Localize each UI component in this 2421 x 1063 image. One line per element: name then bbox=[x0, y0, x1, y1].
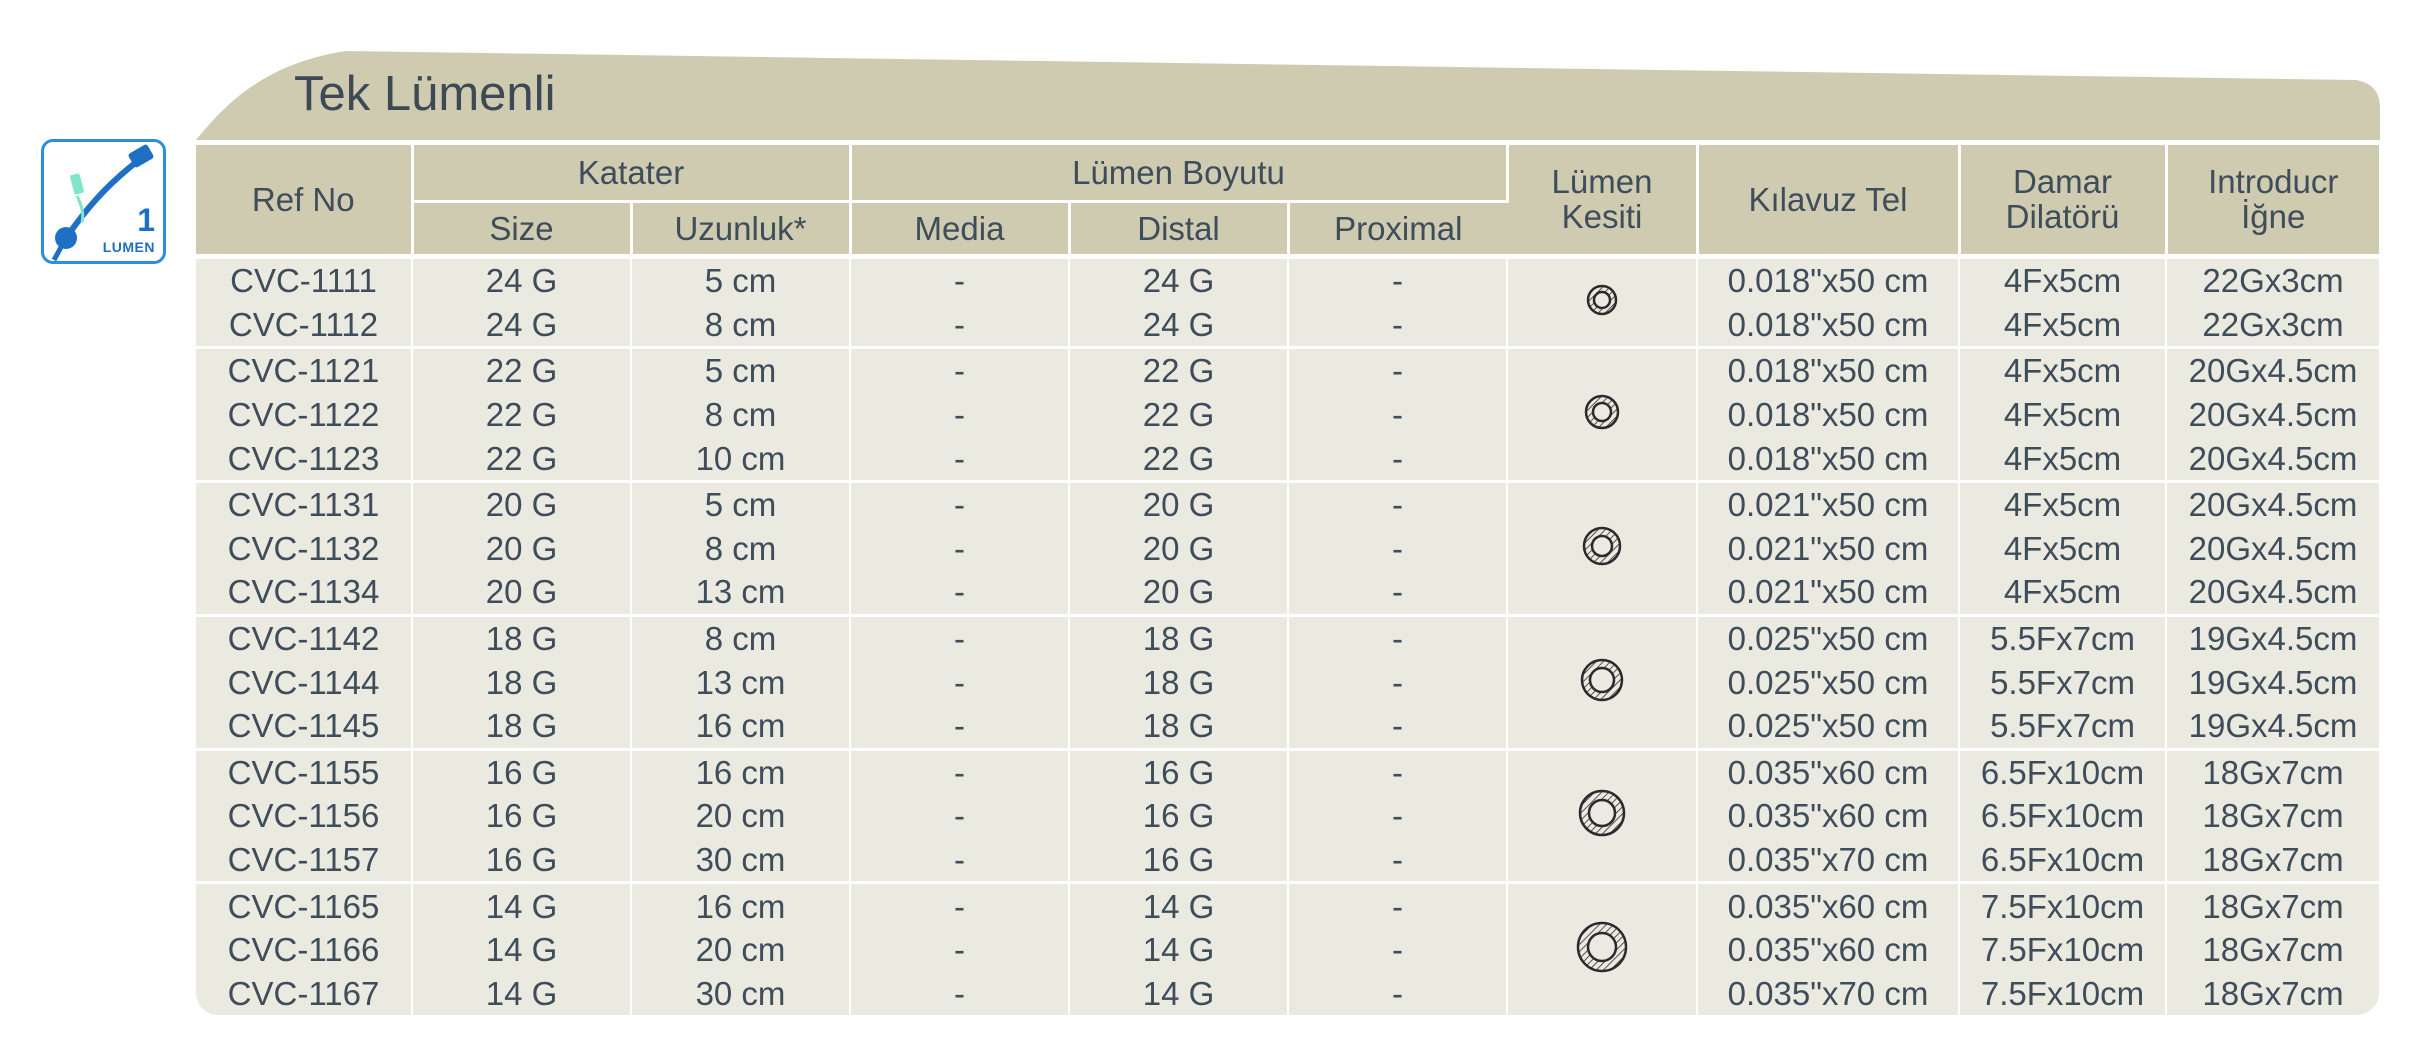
table-row bbox=[196, 348, 2379, 393]
cell-size: 20 G bbox=[412, 481, 631, 526]
cell-uzunluk: 16 cm bbox=[631, 883, 850, 928]
cell-uzunluk: 8 cm bbox=[631, 393, 850, 437]
lumen-cross-section-14g-icon bbox=[1507, 883, 1697, 1015]
cell-kilavuz-tel: 0.018"x50 cm bbox=[1697, 436, 1959, 481]
cell-uzunluk: 8 cm bbox=[631, 527, 850, 571]
cell-introducer-igne: 19Gx4.5cm bbox=[2166, 660, 2379, 704]
cell-kilavuz-tel: 0.025"x50 cm bbox=[1697, 660, 1959, 704]
cell-distal: 24 G bbox=[1069, 303, 1288, 348]
cell-media: - bbox=[850, 660, 1069, 704]
cell-distal: 20 G bbox=[1069, 570, 1288, 615]
table-row bbox=[196, 794, 2379, 838]
cell-proximal: - bbox=[1288, 257, 1507, 303]
table-row bbox=[196, 704, 2379, 749]
cell-size: 20 G bbox=[412, 570, 631, 615]
cell-proximal: - bbox=[1288, 348, 1507, 393]
cell-uzunluk: 13 cm bbox=[631, 660, 850, 704]
cell-ref-no: CVC-1165 bbox=[196, 883, 412, 928]
lumen-cross-section-20g-icon bbox=[1507, 481, 1697, 615]
cell-size: 16 G bbox=[412, 749, 631, 794]
cell-uzunluk: 8 cm bbox=[631, 303, 850, 348]
cell-damar-dilatoru: 6.5Fx10cm bbox=[1959, 794, 2166, 838]
cell-distal: 14 G bbox=[1069, 883, 1288, 928]
table-row bbox=[196, 928, 2379, 972]
cell-media: - bbox=[850, 704, 1069, 749]
table-row bbox=[196, 570, 2379, 615]
cell-damar-dilatoru: 4Fx5cm bbox=[1959, 436, 2166, 481]
cell-distal: 22 G bbox=[1069, 393, 1288, 437]
cell-damar-dilatoru: 6.5Fx10cm bbox=[1959, 749, 2166, 794]
cell-proximal: - bbox=[1288, 928, 1507, 972]
cell-introducer-igne: 19Gx4.5cm bbox=[2166, 704, 2379, 749]
cell-introducer-igne: 18Gx7cm bbox=[2166, 972, 2379, 1016]
cell-media: - bbox=[850, 348, 1069, 393]
cell-damar-dilatoru: 5.5Fx7cm bbox=[1959, 704, 2166, 749]
cell-proximal: - bbox=[1288, 303, 1507, 348]
table-row bbox=[196, 303, 2379, 348]
cell-size: 16 G bbox=[412, 838, 631, 883]
cell-introducer-igne: 22Gx3cm bbox=[2166, 303, 2379, 348]
cell-distal: 22 G bbox=[1069, 348, 1288, 393]
cell-kilavuz-tel: 0.025"x50 cm bbox=[1697, 615, 1959, 660]
cell-introducer-igne: 20Gx4.5cm bbox=[2166, 436, 2379, 481]
cell-media: - bbox=[850, 794, 1069, 838]
cell-kilavuz-tel: 0.025"x50 cm bbox=[1697, 704, 1959, 749]
cell-introducer-igne: 20Gx4.5cm bbox=[2166, 570, 2379, 615]
cell-uzunluk: 8 cm bbox=[631, 615, 850, 660]
cell-proximal: - bbox=[1288, 883, 1507, 928]
cell-proximal: - bbox=[1288, 615, 1507, 660]
cell-distal: 14 G bbox=[1069, 972, 1288, 1016]
cell-ref-no: CVC-1144 bbox=[196, 660, 412, 704]
cell-ref-no: CVC-1167 bbox=[196, 972, 412, 1016]
header-size: Size bbox=[412, 202, 631, 257]
cell-media: - bbox=[850, 615, 1069, 660]
cell-size: 20 G bbox=[412, 527, 631, 571]
cell-size: 16 G bbox=[412, 794, 631, 838]
cell-distal: 14 G bbox=[1069, 928, 1288, 972]
page-title: Tek Lümenli bbox=[294, 67, 556, 121]
cell-kilavuz-tel: 0.035"x60 cm bbox=[1697, 883, 1959, 928]
cell-distal: 20 G bbox=[1069, 527, 1288, 571]
cell-uzunluk: 5 cm bbox=[631, 481, 850, 526]
cell-size: 22 G bbox=[412, 348, 631, 393]
cell-damar-dilatoru: 7.5Fx10cm bbox=[1959, 972, 2166, 1016]
cell-damar-dilatoru: 7.5Fx10cm bbox=[1959, 928, 2166, 972]
lumen-cross-section-24g-icon bbox=[1507, 257, 1697, 348]
cell-uzunluk: 5 cm bbox=[631, 257, 850, 303]
cell-introducer-igne: 18Gx7cm bbox=[2166, 838, 2379, 883]
cell-media: - bbox=[850, 527, 1069, 571]
header-lumen-boyutu: Lümen Boyutu bbox=[850, 145, 1507, 202]
table-row bbox=[196, 972, 2379, 1016]
cell-distal: 18 G bbox=[1069, 704, 1288, 749]
table-row bbox=[196, 527, 2379, 571]
cell-media: - bbox=[850, 303, 1069, 348]
cell-proximal: - bbox=[1288, 570, 1507, 615]
cell-proximal: - bbox=[1288, 838, 1507, 883]
cell-ref-no: CVC-1132 bbox=[196, 527, 412, 571]
cell-kilavuz-tel: 0.035"x60 cm bbox=[1697, 928, 1959, 972]
cell-uzunluk: 30 cm bbox=[631, 838, 850, 883]
cell-ref-no: CVC-1155 bbox=[196, 749, 412, 794]
cell-media: - bbox=[850, 749, 1069, 794]
cell-ref-no: CVC-1122 bbox=[196, 393, 412, 437]
header-ref-no: Ref No bbox=[196, 145, 412, 257]
cell-size: 18 G bbox=[412, 615, 631, 660]
cell-introducer-igne: 18Gx7cm bbox=[2166, 794, 2379, 838]
cell-damar-dilatoru: 6.5Fx10cm bbox=[1959, 838, 2166, 883]
cell-size: 18 G bbox=[412, 660, 631, 704]
cell-size: 14 G bbox=[412, 883, 631, 928]
cell-size: 22 G bbox=[412, 436, 631, 481]
cell-ref-no: CVC-1111 bbox=[196, 257, 412, 303]
table-row bbox=[196, 393, 2379, 437]
cell-distal: 24 G bbox=[1069, 257, 1288, 303]
cell-ref-no: CVC-1166 bbox=[196, 928, 412, 972]
cell-kilavuz-tel: 0.018"x50 cm bbox=[1697, 257, 1959, 303]
cell-introducer-igne: 18Gx7cm bbox=[2166, 928, 2379, 972]
cell-ref-no: CVC-1156 bbox=[196, 794, 412, 838]
cell-media: - bbox=[850, 436, 1069, 481]
spec-table bbox=[196, 145, 2379, 1015]
cell-uzunluk: 10 cm bbox=[631, 436, 850, 481]
cell-uzunluk: 5 cm bbox=[631, 348, 850, 393]
cell-damar-dilatoru: 4Fx5cm bbox=[1959, 570, 2166, 615]
lumen-label: LUMEN bbox=[102, 239, 155, 255]
cell-media: - bbox=[850, 393, 1069, 437]
cell-introducer-igne: 20Gx4.5cm bbox=[2166, 527, 2379, 571]
cell-size: 14 G bbox=[412, 928, 631, 972]
cell-kilavuz-tel: 0.018"x50 cm bbox=[1697, 348, 1959, 393]
cell-size: 24 G bbox=[412, 303, 631, 348]
table-row bbox=[196, 615, 2379, 660]
cell-kilavuz-tel: 0.018"x50 cm bbox=[1697, 393, 1959, 437]
cell-kilavuz-tel: 0.035"x60 cm bbox=[1697, 749, 1959, 794]
cell-damar-dilatoru: 4Fx5cm bbox=[1959, 257, 2166, 303]
cell-ref-no: CVC-1123 bbox=[196, 436, 412, 481]
cell-uzunluk: 13 cm bbox=[631, 570, 850, 615]
cell-damar-dilatoru: 7.5Fx10cm bbox=[1959, 883, 2166, 928]
cell-distal: 16 G bbox=[1069, 794, 1288, 838]
cell-damar-dilatoru: 4Fx5cm bbox=[1959, 393, 2166, 437]
cell-damar-dilatoru: 4Fx5cm bbox=[1959, 303, 2166, 348]
cell-size: 22 G bbox=[412, 393, 631, 437]
header-kilavuz-tel: Kılavuz Tel bbox=[1697, 145, 1959, 257]
cell-media: - bbox=[850, 838, 1069, 883]
lumen-cross-section-16g-icon bbox=[1507, 749, 1697, 883]
cell-proximal: - bbox=[1288, 660, 1507, 704]
cell-distal: 16 G bbox=[1069, 838, 1288, 883]
cell-introducer-igne: 19Gx4.5cm bbox=[2166, 615, 2379, 660]
cell-distal: 22 G bbox=[1069, 436, 1288, 481]
cell-ref-no: CVC-1112 bbox=[196, 303, 412, 348]
table-row bbox=[196, 749, 2379, 794]
cell-proximal: - bbox=[1288, 704, 1507, 749]
cell-kilavuz-tel: 0.021"x50 cm bbox=[1697, 481, 1959, 526]
table-row bbox=[196, 481, 2379, 526]
cell-ref-no: CVC-1131 bbox=[196, 481, 412, 526]
table-row bbox=[196, 436, 2379, 481]
cell-kilavuz-tel: 0.035"x70 cm bbox=[1697, 838, 1959, 883]
cell-size: 14 G bbox=[412, 972, 631, 1016]
cell-proximal: - bbox=[1288, 527, 1507, 571]
cell-introducer-igne: 18Gx7cm bbox=[2166, 749, 2379, 794]
cell-proximal: - bbox=[1288, 749, 1507, 794]
cell-distal: 18 G bbox=[1069, 615, 1288, 660]
cell-proximal: - bbox=[1288, 393, 1507, 437]
lumen-cross-section-18g-icon bbox=[1507, 615, 1697, 749]
table-row bbox=[196, 883, 2379, 928]
cell-kilavuz-tel: 0.021"x50 cm bbox=[1697, 570, 1959, 615]
cell-ref-no: CVC-1157 bbox=[196, 838, 412, 883]
header-distal: Distal bbox=[1069, 202, 1288, 257]
cell-media: - bbox=[850, 883, 1069, 928]
cell-proximal: - bbox=[1288, 794, 1507, 838]
cell-introducer-igne: 20Gx4.5cm bbox=[2166, 348, 2379, 393]
lumen-count: 1 bbox=[137, 202, 155, 238]
header-proximal: Proximal bbox=[1288, 202, 1507, 257]
header-damar-dilatoru: Damar Dilatörü bbox=[1959, 145, 2166, 257]
cell-proximal: - bbox=[1288, 481, 1507, 526]
cell-media: - bbox=[850, 570, 1069, 615]
cell-uzunluk: 20 cm bbox=[631, 928, 850, 972]
cell-kilavuz-tel: 0.018"x50 cm bbox=[1697, 303, 1959, 348]
cell-damar-dilatoru: 5.5Fx7cm bbox=[1959, 615, 2166, 660]
cell-damar-dilatoru: 4Fx5cm bbox=[1959, 527, 2166, 571]
cell-media: - bbox=[850, 972, 1069, 1016]
table-row bbox=[196, 660, 2379, 704]
cell-size: 24 G bbox=[412, 257, 631, 303]
single-lumen-badge bbox=[41, 139, 166, 264]
cell-kilavuz-tel: 0.035"x60 cm bbox=[1697, 794, 1959, 838]
cell-media: - bbox=[850, 481, 1069, 526]
table-row bbox=[196, 257, 2379, 303]
header-lumen-kesiti: Lümen Kesiti bbox=[1507, 145, 1697, 257]
cell-damar-dilatoru: 4Fx5cm bbox=[1959, 348, 2166, 393]
header-introducer-igne: Introducr İğne bbox=[2166, 145, 2379, 257]
cell-size: 18 G bbox=[412, 704, 631, 749]
cell-introducer-igne: 18Gx7cm bbox=[2166, 883, 2379, 928]
cell-proximal: - bbox=[1288, 436, 1507, 481]
table-row bbox=[196, 838, 2379, 883]
header-katater: Katater bbox=[412, 145, 850, 202]
cell-damar-dilatoru: 4Fx5cm bbox=[1959, 481, 2166, 526]
cell-media: - bbox=[850, 928, 1069, 972]
cell-distal: 20 G bbox=[1069, 481, 1288, 526]
cell-ref-no: CVC-1145 bbox=[196, 704, 412, 749]
header-uzunluk: Uzunluk* bbox=[631, 202, 850, 257]
cell-uzunluk: 30 cm bbox=[631, 972, 850, 1016]
cell-distal: 16 G bbox=[1069, 749, 1288, 794]
cell-kilavuz-tel: 0.035"x70 cm bbox=[1697, 972, 1959, 1016]
cell-proximal: - bbox=[1288, 972, 1507, 1016]
cell-introducer-igne: 20Gx4.5cm bbox=[2166, 393, 2379, 437]
cell-introducer-igne: 22Gx3cm bbox=[2166, 257, 2379, 303]
cell-media: - bbox=[850, 257, 1069, 303]
cell-ref-no: CVC-1134 bbox=[196, 570, 412, 615]
cell-uzunluk: 16 cm bbox=[631, 749, 850, 794]
cell-distal: 18 G bbox=[1069, 660, 1288, 704]
cell-ref-no: CVC-1121 bbox=[196, 348, 412, 393]
cell-uzunluk: 20 cm bbox=[631, 794, 850, 838]
cell-uzunluk: 16 cm bbox=[631, 704, 850, 749]
header-media: Media bbox=[850, 202, 1069, 257]
cell-kilavuz-tel: 0.021"x50 cm bbox=[1697, 527, 1959, 571]
cell-damar-dilatoru: 5.5Fx7cm bbox=[1959, 660, 2166, 704]
cell-introducer-igne: 20Gx4.5cm bbox=[2166, 481, 2379, 526]
cell-ref-no: CVC-1142 bbox=[196, 615, 412, 660]
lumen-cross-section-22g-icon bbox=[1507, 348, 1697, 482]
